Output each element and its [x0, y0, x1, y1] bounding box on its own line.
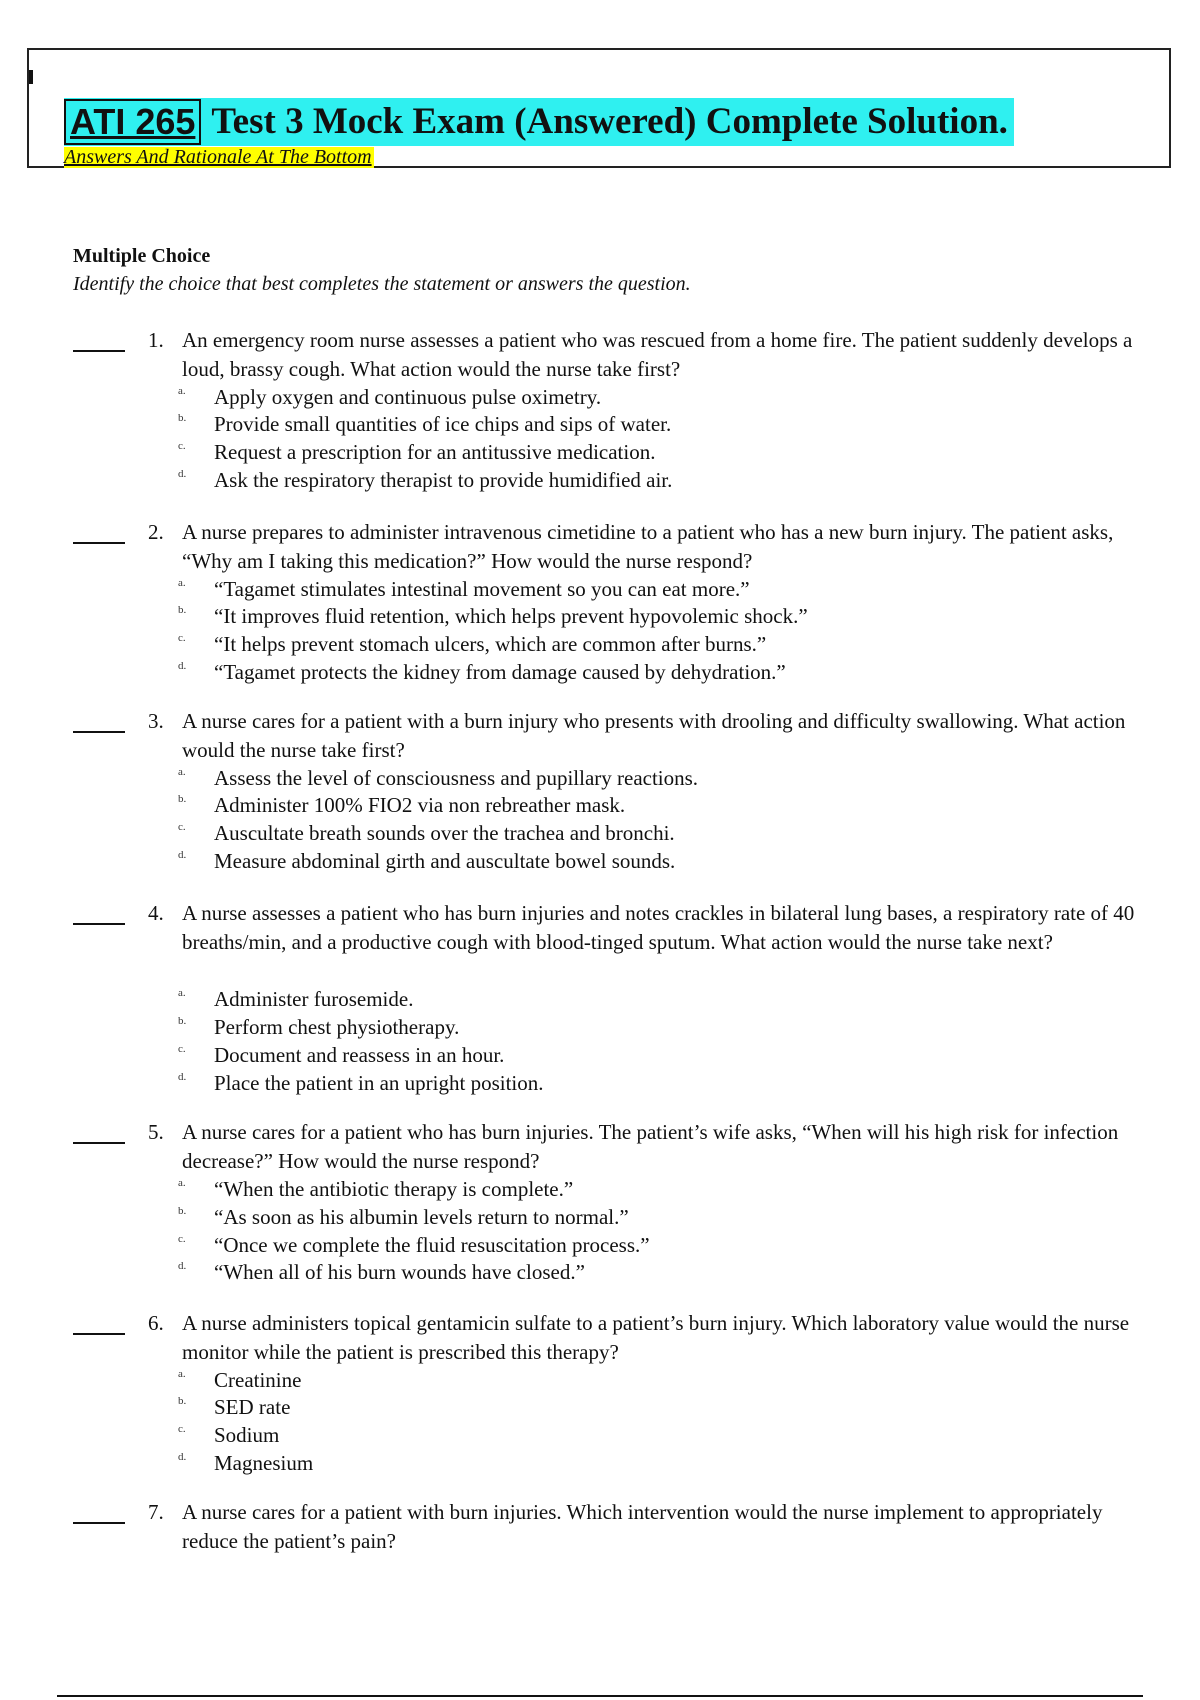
- option-a[interactable]: [0, 1366, 1200, 1394]
- option-d[interactable]: [0, 466, 1200, 494]
- title-box: [27, 48, 1171, 168]
- question-text: [148, 1309, 1142, 1367]
- option-text: “It helps prevent stomach ulcers, which are common after burns.”: [214, 632, 767, 656]
- question-stem: A nurse administers topical gentamicin sulfate to a patient’s burn injury. Which laboratory value would the nurse monitor while the patient is prescribed this therapy?: [182, 1311, 1130, 1364]
- option-b[interactable]: [0, 1393, 1200, 1421]
- question-number: 5.: [148, 1120, 164, 1144]
- title-row: [64, 98, 1014, 146]
- question-stem: A nurse cares for a patient with a burn injury who presents with drooling and difficulty swallowing. What action would the nurse take first?: [182, 709, 1126, 762]
- option-letter: d.: [178, 849, 187, 861]
- question-stem: An emergency room nurse assesses a patient who was rescued from a home fire. The patient suddenly develops a loud, brassy cough. What action would the nurse take first?: [182, 328, 1133, 381]
- answer-blank[interactable]: [73, 1522, 125, 1524]
- option-letter: a.: [178, 577, 186, 589]
- option-text: Administer 100% FIO2 via non rebreather mask.: [214, 793, 626, 817]
- option-text: Place the patient in an upright position.: [214, 1071, 544, 1095]
- footer-rule: [57, 1695, 1143, 1697]
- option-letter: b.: [178, 412, 187, 424]
- option-letter: a.: [178, 987, 186, 999]
- question-number: 3.: [148, 709, 164, 733]
- option-b[interactable]: [0, 602, 1200, 630]
- option-d[interactable]: [0, 1258, 1200, 1286]
- option-c[interactable]: [0, 1421, 1200, 1449]
- option-text: “As soon as his albumin levels return to normal.”: [214, 1205, 629, 1229]
- question-stem: A nurse cares for a patient who has burn injuries. The patient’s wife asks, “When will his high risk for infection decrease?” How would the nurse respond?: [182, 1120, 1119, 1173]
- option-letter: c.: [178, 821, 186, 833]
- answer-blank[interactable]: [73, 350, 125, 352]
- option-text: “Once we complete the fluid resuscitation process.”: [214, 1233, 650, 1257]
- option-text: SED rate: [214, 1395, 291, 1419]
- question-number: 6.: [148, 1311, 164, 1335]
- option-text: Magnesium: [214, 1451, 314, 1475]
- option-b[interactable]: [0, 1013, 1200, 1041]
- option-d[interactable]: [0, 1069, 1200, 1097]
- option-letter: d.: [178, 1260, 187, 1272]
- option-c[interactable]: [0, 1041, 1200, 1069]
- option-b[interactable]: [0, 1203, 1200, 1231]
- question-text: [148, 1498, 1142, 1556]
- option-letter: c.: [178, 632, 186, 644]
- question-number: 4.: [148, 901, 164, 925]
- answer-blank[interactable]: [73, 542, 125, 544]
- question-stem: A nurse cares for a patient with burn injuries. Which intervention would the nurse implement to appropriately reduce the patient’s pain?: [182, 1500, 1103, 1553]
- option-letter: c.: [178, 1233, 186, 1245]
- option-letter: b.: [178, 1015, 187, 1027]
- answer-blank[interactable]: [73, 1142, 125, 1144]
- question-text: [148, 899, 1142, 957]
- option-text: Sodium: [214, 1423, 280, 1447]
- option-c[interactable]: [0, 630, 1200, 658]
- option-letter: b.: [178, 604, 187, 616]
- question-text: [148, 518, 1142, 576]
- option-text: “Tagamet protects the kidney from damage caused by dehydration.”: [214, 660, 786, 684]
- answer-blank[interactable]: [73, 1333, 125, 1335]
- option-a[interactable]: [0, 575, 1200, 603]
- question-number: 1.: [148, 328, 164, 352]
- option-letter: d.: [178, 1451, 187, 1463]
- section-instruction: Identify the choice that best completes the statement or answers the question.: [73, 273, 691, 295]
- document-title: Test 3 Mock Exam (Answered) Complete Solution.: [211, 101, 1008, 142]
- option-letter: a.: [178, 385, 186, 397]
- course-code: ATI 265: [64, 99, 201, 145]
- option-text: Provide small quantities of ice chips and sips of water.: [214, 412, 672, 436]
- option-text: “When the antibiotic therapy is complete.”: [214, 1177, 574, 1201]
- question-text: [148, 1118, 1142, 1176]
- option-text: “When all of his burn wounds have closed.”: [214, 1260, 585, 1284]
- option-letter: a.: [178, 1177, 186, 1189]
- option-text: Document and reassess in an hour.: [214, 1043, 505, 1067]
- option-text: Ask the respiratory therapist to provide humidified air.: [214, 468, 673, 492]
- answer-blank[interactable]: [73, 923, 125, 925]
- option-text: “Tagamet stimulates intestinal movement so you can eat more.”: [214, 577, 750, 601]
- document-subtitle: Answers And Rationale At The Bottom: [64, 146, 372, 168]
- option-d[interactable]: [0, 847, 1200, 875]
- question-number: 2.: [148, 520, 164, 544]
- option-a[interactable]: [0, 383, 1200, 411]
- option-letter: a.: [178, 766, 186, 778]
- option-letter: c.: [178, 440, 186, 452]
- option-a[interactable]: [0, 1175, 1200, 1203]
- option-a[interactable]: [0, 764, 1200, 792]
- option-c[interactable]: [0, 438, 1200, 466]
- section-heading: Multiple Choice: [73, 245, 211, 267]
- option-c[interactable]: [0, 1231, 1200, 1259]
- option-text: Administer furosemide.: [214, 987, 414, 1011]
- option-text: “It improves fluid retention, which helps prevent hypovolemic shock.”: [214, 604, 808, 628]
- option-a[interactable]: [0, 985, 1200, 1013]
- option-letter: a.: [178, 1368, 186, 1380]
- question-text: [148, 707, 1142, 765]
- option-c[interactable]: [0, 819, 1200, 847]
- option-text: Assess the level of consciousness and pupillary reactions.: [214, 766, 699, 790]
- option-letter: b.: [178, 1395, 187, 1407]
- option-b[interactable]: [0, 791, 1200, 819]
- option-b[interactable]: [0, 410, 1200, 438]
- option-d[interactable]: [0, 1449, 1200, 1477]
- option-letter: d.: [178, 468, 187, 480]
- question-text: [148, 326, 1142, 384]
- question-stem: A nurse prepares to administer intravenous cimetidine to a patient who has a new burn injury. The patient asks, “Why am I taking this medication?” How would the nurse respond?: [182, 520, 1114, 573]
- option-letter: c.: [178, 1043, 186, 1055]
- question-stem: A nurse assesses a patient who has burn injuries and notes crackles in bilateral lung bases, a respiratory rate of 40 breaths/min, and a productive cough with blood-tinged sputum. What action would the nurse take next?: [182, 901, 1135, 954]
- answer-blank[interactable]: [73, 731, 125, 733]
- option-letter: b.: [178, 793, 187, 805]
- question-number: 7.: [148, 1500, 164, 1524]
- option-text: Apply oxygen and continuous pulse oximetry.: [214, 385, 602, 409]
- option-text: Creatinine: [214, 1368, 302, 1392]
- option-d[interactable]: [0, 658, 1200, 686]
- option-letter: c.: [178, 1423, 186, 1435]
- option-letter: b.: [178, 1205, 187, 1217]
- option-text: Request a prescription for an antitussive medication.: [214, 440, 656, 464]
- option-text: Measure abdominal girth and auscultate bowel sounds.: [214, 849, 676, 873]
- option-letter: d.: [178, 660, 187, 672]
- option-letter: d.: [178, 1071, 187, 1083]
- option-text: Auscultate breath sounds over the trachea and bronchi.: [214, 821, 675, 845]
- option-text: Perform chest physiotherapy.: [214, 1015, 460, 1039]
